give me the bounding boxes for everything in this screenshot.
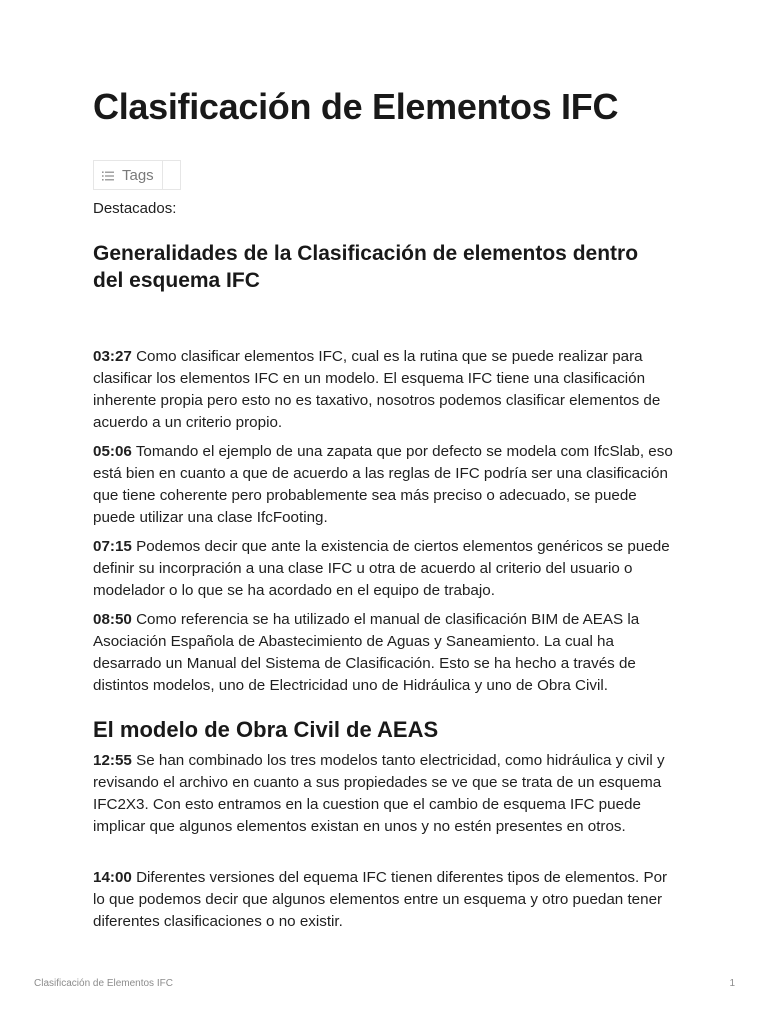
footer-page-number: 1 (729, 978, 735, 989)
timestamp-entry (93, 750, 683, 838)
tags-property[interactable] (93, 160, 163, 190)
list-icon (102, 171, 114, 181)
timestamp[interactable]: 14:00 (93, 869, 132, 886)
entry-text: Diferentes versiones del equema IFC tienen diferentes tipos de elementos. Por lo que podemos decir que algunos elementos entre un esquema y otro puedan tener diferentes clasificaciones o no existir. (93, 869, 668, 930)
tags-label: Tags (122, 166, 154, 184)
timestamp-entry (93, 536, 683, 602)
section-heading-obra-civil: El modelo de Obra Civil de AEAS (93, 717, 439, 742)
tags-property-row (93, 160, 181, 190)
timestamp[interactable]: 12:55 (93, 752, 132, 769)
timestamp-entry (93, 867, 683, 933)
entry-text: Como clasificar elementos IFC, cual es la rutina que se puede realizar para clasificar los elementos IFC en un modelo. El esquema IFC tiene una clasificación inherente propia pero esto no es taxativo, nosotros podemos clasificar elementos de acuerdo a un criterio propio. (93, 348, 661, 431)
timestamp[interactable]: 05:06 (93, 443, 132, 460)
entry-text: Se han combinado los tres modelos tanto electricidad, como hidráulica y civil y revisando el archivo en cuanto a sus propiedades se ve que se trata de un esquema IFC2X3. Con esto entramos en la cuestion que el cambio de esquema IFC puede implicar que algunos elementos existan en unos y no estén presentes en otros. (93, 752, 665, 835)
timestamp-entry (93, 441, 683, 529)
entry-text: Como referencia se ha utilizado el manual de clasificación BIM de AEAS la Asociación Española de Abastecimiento de Aguas y Saneamiento. La cual ha desarrado un Manual del Sistema de Clasificación. Esto se ha hecho a través de distintos modelos, uno de Electricidad uno de Hidráulica y uno de Obra Civil. (93, 611, 640, 694)
tags-value-cell[interactable] (163, 160, 181, 190)
section-heading-general: Generalidades de la Clasificación de elementos dentro del esquema IFC (93, 242, 639, 292)
footer-document-name: Clasificación de Elementos IFC (34, 978, 173, 989)
highlights-label: Destacados: (93, 200, 177, 217)
page-title: Clasificación de Elementos IFC (93, 86, 619, 127)
timestamp[interactable]: 08:50 (93, 611, 132, 628)
entry-text: Tomando el ejemplo de una zapata que por defecto se modela com IfcSlab, eso está bien en cuanto a que de acuerdo a las reglas de IFC podría ser una clasificación que tiene coherente pero probablemente sea más preciso o adecuado, se puede puede utilizar una clase IfcFooting. (93, 443, 673, 526)
timestamp-entry (93, 609, 683, 697)
timestamp[interactable]: 03:27 (93, 348, 132, 365)
timestamp-entry (93, 346, 683, 434)
entry-text: Podemos decir que ante la existencia de ciertos elementos genéricos se puede definir su incorpración a una clase IFC u otra de acuerdo al criterio del usuario o modelador o lo que se ha acordado en el equipo de trabajo. (93, 538, 670, 599)
timestamp[interactable]: 07:15 (93, 538, 132, 555)
